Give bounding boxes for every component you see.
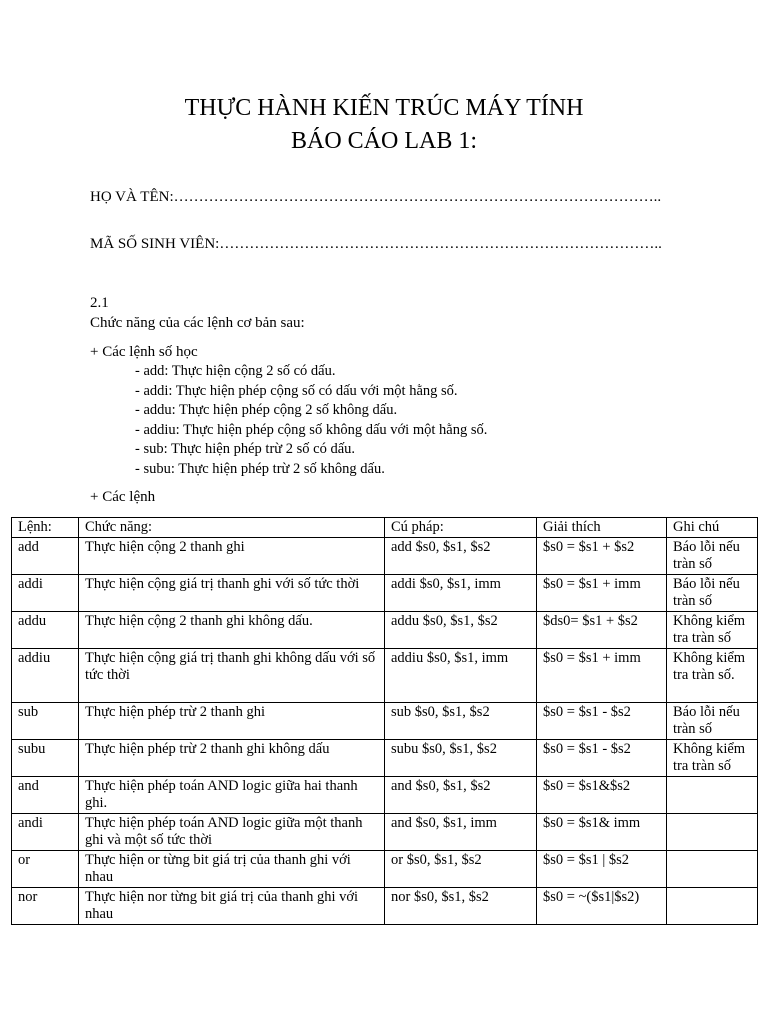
cell-command: subu bbox=[12, 739, 79, 776]
cell-note: Báo lỗi nếu tràn số bbox=[667, 574, 758, 611]
cell-command: addiu bbox=[12, 648, 79, 702]
cell-function: Thực hiện phép trừ 2 thanh ghi không dấu bbox=[79, 739, 385, 776]
cell-function: Thực hiện cộng 2 thanh ghi không dấu. bbox=[79, 611, 385, 648]
cell-explanation: $s0 = $s1&$s2 bbox=[537, 776, 667, 813]
cell-note: Không kiểm tra tràn số bbox=[667, 611, 758, 648]
cell-function: Thực hiện cộng giá trị thanh ghi không dấu với số tức thời bbox=[79, 648, 385, 702]
cell-function: Thực hiện cộng 2 thanh ghi bbox=[79, 537, 385, 574]
cell-explanation: $s0 = $s1 - $s2 bbox=[537, 739, 667, 776]
section-intro: Chức năng của các lệnh cơ bản sau: bbox=[90, 315, 305, 331]
table-row bbox=[12, 648, 758, 702]
header-command: Lệnh: bbox=[12, 518, 79, 538]
cell-syntax: or $s0, $s1, $s2 bbox=[385, 850, 537, 887]
arithmetic-item: - sub: Thực hiện phép trừ 2 số có dấu. bbox=[135, 441, 356, 457]
cell-explanation: $ds0= $s1 + $s2 bbox=[537, 611, 667, 648]
header-note: Ghi chú bbox=[667, 518, 758, 538]
cell-explanation: $s0 = $s1 | $s2 bbox=[537, 850, 667, 887]
header-explanation: Giải thích bbox=[537, 518, 667, 538]
cell-syntax: addu $s0, $s1, $s2 bbox=[385, 611, 537, 648]
cell-syntax: and $s0, $s1, $s2 bbox=[385, 776, 537, 813]
instructions-heading: + Các lệnh bbox=[90, 489, 156, 505]
cell-function: Thực hiện or từng bit giá trị của thanh ghi với nhau bbox=[79, 850, 385, 887]
cell-command: andi bbox=[12, 813, 79, 850]
cell-explanation: $s0 = $s1 + imm bbox=[537, 648, 667, 702]
cell-syntax: addi $s0, $s1, imm bbox=[385, 574, 537, 611]
cell-command: sub bbox=[12, 702, 79, 739]
cell-syntax: add $s0, $s1, $s2 bbox=[385, 537, 537, 574]
arithmetic-list bbox=[135, 362, 487, 479]
table-row bbox=[12, 887, 758, 924]
cell-note: Không kiểm tra tràn số bbox=[667, 739, 758, 776]
arithmetic-item: - addiu: Thực hiện phép cộng số không dấu với một hằng số. bbox=[135, 421, 488, 438]
table-header-row bbox=[12, 518, 758, 538]
table-row bbox=[12, 813, 758, 850]
cell-note bbox=[667, 850, 758, 887]
document-title: THỰC HÀNH KIẾN TRÚC MÁY TÍNH bbox=[184, 95, 584, 121]
arithmetic-item: - subu: Thực hiện phép trừ 2 số không dấu. bbox=[135, 460, 385, 477]
cell-function: Thực hiện phép trừ 2 thanh ghi bbox=[79, 702, 385, 739]
cell-function: Thực hiện phép toán AND logic giữa hai thanh ghi. bbox=[79, 776, 385, 813]
cell-syntax: sub $s0, $s1, $s2 bbox=[385, 702, 537, 739]
table-row bbox=[12, 739, 758, 776]
document-subtitle: BÁO CÁO LAB 1: bbox=[290, 128, 477, 154]
cell-command: and bbox=[12, 776, 79, 813]
cell-command: addu bbox=[12, 611, 79, 648]
cell-function: Thực hiện nor từng bit giá trị của thanh ghi với nhau bbox=[79, 887, 385, 924]
instruction-table bbox=[11, 517, 758, 925]
cell-command: addi bbox=[12, 574, 79, 611]
cell-explanation: $s0 = ~($s1|$s2) bbox=[537, 887, 667, 924]
cell-command: nor bbox=[12, 887, 79, 924]
cell-note: Báo lỗi nếu tràn số bbox=[667, 537, 758, 574]
cell-explanation: $s0 = $s1& imm bbox=[537, 813, 667, 850]
table-row bbox=[12, 537, 758, 574]
cell-command: add bbox=[12, 537, 79, 574]
header-function: Chức năng: bbox=[79, 518, 385, 538]
table-row bbox=[12, 702, 758, 739]
cell-explanation: $s0 = $s1 - $s2 bbox=[537, 702, 667, 739]
cell-note bbox=[667, 887, 758, 924]
cell-function: Thực hiện phép toán AND logic giữa một thanh ghi và một số tức thời bbox=[79, 813, 385, 850]
name-field-line: HỌ VÀ TÊN:…………………………………………………………………………………….. bbox=[90, 189, 662, 205]
table-row bbox=[12, 611, 758, 648]
cell-note: Báo lỗi nếu tràn số bbox=[667, 702, 758, 739]
cell-explanation: $s0 = $s1 + $s2 bbox=[537, 537, 667, 574]
cell-explanation: $s0 = $s1 + imm bbox=[537, 574, 667, 611]
cell-command: or bbox=[12, 850, 79, 887]
arithmetic-heading: + Các lệnh số học bbox=[90, 344, 198, 360]
arithmetic-item: - addu: Thực hiện phép cộng 2 số không dấu. bbox=[135, 402, 398, 418]
cell-note bbox=[667, 776, 758, 813]
arithmetic-item: - add: Thực hiện cộng 2 số có dấu. bbox=[135, 363, 336, 379]
cell-syntax: subu $s0, $s1, $s2 bbox=[385, 739, 537, 776]
cell-syntax: and $s0, $s1, imm bbox=[385, 813, 537, 850]
table-row bbox=[12, 574, 758, 611]
cell-syntax: addiu $s0, $s1, imm bbox=[385, 648, 537, 702]
arithmetic-item: - addi: Thực hiện phép cộng số có dấu với một hằng số. bbox=[135, 382, 458, 399]
cell-function: Thực hiện cộng giá trị thanh ghi với số tức thời bbox=[79, 574, 385, 611]
section-number: 2.1 bbox=[90, 295, 109, 311]
cell-note: Không kiểm tra tràn số. bbox=[667, 648, 758, 702]
table-row bbox=[12, 776, 758, 813]
cell-note bbox=[667, 813, 758, 850]
header-syntax: Cú pháp: bbox=[385, 518, 537, 538]
cell-syntax: nor $s0, $s1, $s2 bbox=[385, 887, 537, 924]
table-row bbox=[12, 850, 758, 887]
student-id-field-line: MÃ SỐ SINH VIÊN:…………………………………………………………………………….. bbox=[90, 236, 662, 252]
